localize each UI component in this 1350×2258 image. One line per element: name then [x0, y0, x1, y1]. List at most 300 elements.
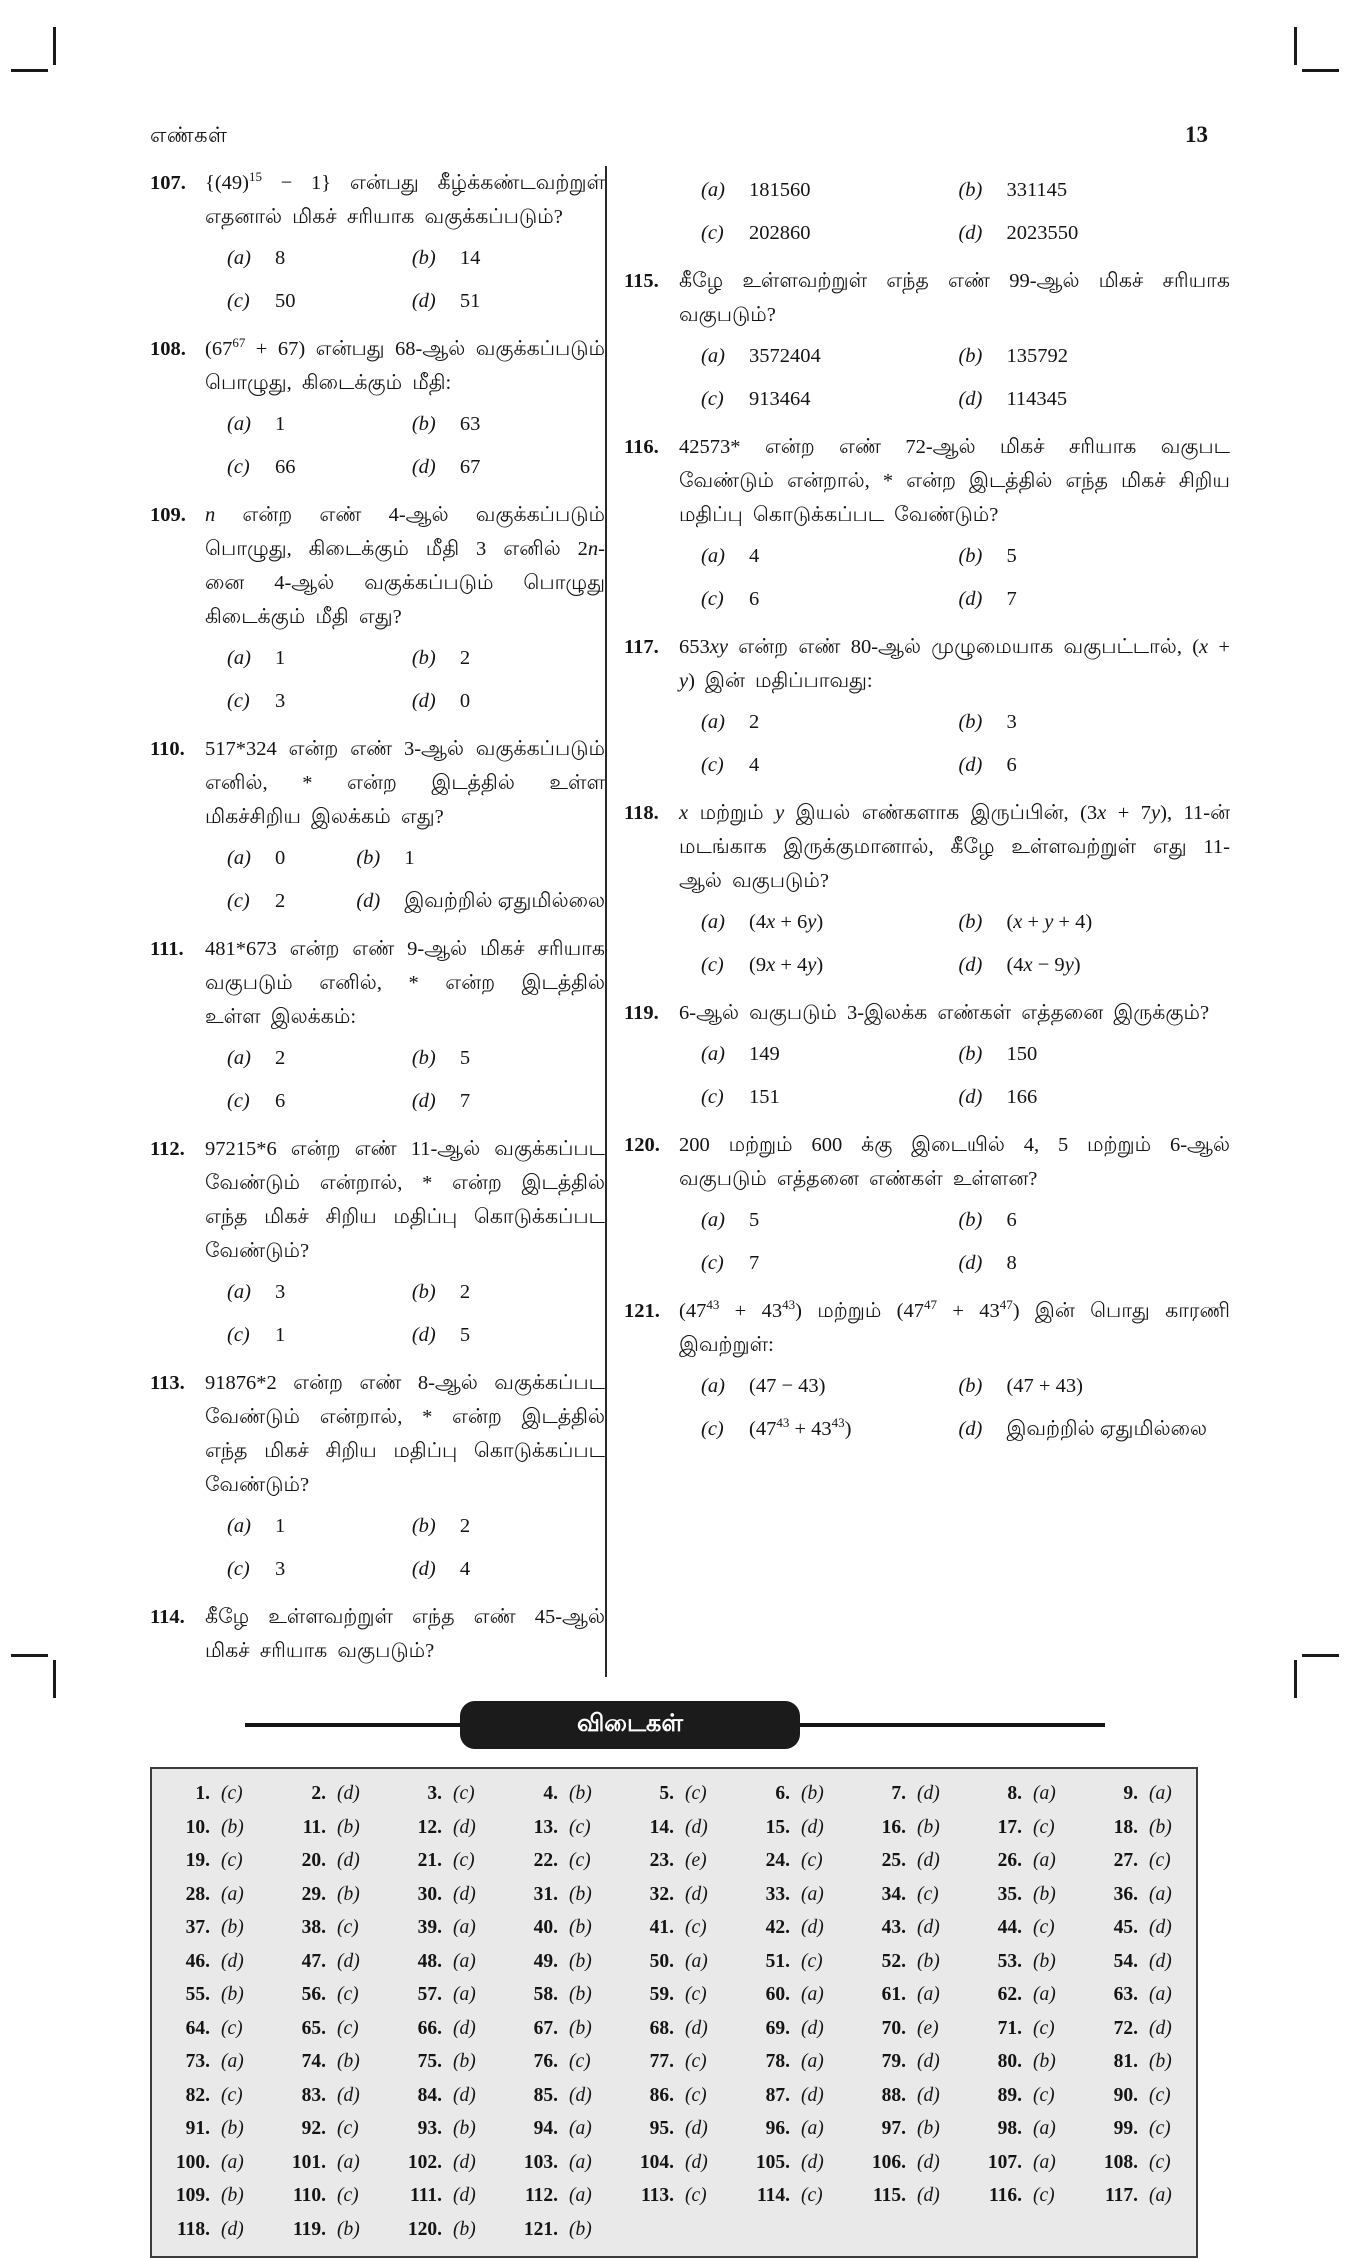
answer-key-entry [384, 1911, 500, 1945]
answer-key-entry [500, 2146, 616, 2180]
question-body [679, 1294, 1230, 1451]
answer-number: 72. [1113, 2017, 1138, 2039]
question-body [205, 166, 605, 323]
answer-value: (c) [569, 1816, 591, 1838]
answer-key-entry [848, 1844, 964, 1878]
answer-key-entry [152, 2112, 268, 2146]
option-text: 3 [275, 1281, 286, 1303]
answer-key-entry [616, 2079, 732, 2113]
answer-key-entry [848, 2146, 964, 2180]
answer-value: (a) [1033, 1783, 1056, 1804]
question-options [701, 335, 1230, 421]
answer-number: 65. [301, 2017, 326, 2039]
answer-number: 17. [997, 1816, 1022, 1838]
answer-key-entry [268, 2112, 384, 2146]
answer-value: (c) [685, 2084, 707, 2106]
answer-value: (b) [917, 1816, 940, 1838]
answer-key-entry [964, 2079, 1080, 2113]
answer-number: 94. [533, 2118, 558, 2139]
answer-number: 118. [176, 2218, 210, 2240]
answer-number: 64. [185, 2017, 210, 2039]
answer-key-entry [732, 2079, 848, 2113]
answer-key-entry [268, 2012, 384, 2046]
answer-value: (c) [337, 1984, 359, 2005]
option-letter: (a) [701, 545, 725, 567]
option-letter: (b) [356, 847, 381, 869]
option [701, 1408, 952, 1451]
answer-number: 66. [417, 2017, 442, 2039]
answer-number: 98. [997, 2118, 1022, 2139]
answer-key-entry [1080, 1811, 1196, 1845]
option-letter: (c) [227, 1090, 250, 1112]
answer-number: 7. [891, 1783, 906, 1804]
answer-key-entry [616, 1978, 732, 2012]
answer-value: (a) [569, 2118, 592, 2139]
question-text: 517*324 என்ற எண் 3-ஆல் வகுக்கப்படும் எனில், * என்ற இடத்தில் உள்ள மிகச்சிறிய இலக்கம் எது? [205, 738, 605, 828]
answer-number: 45. [1113, 1917, 1138, 1938]
option-letter: (a) [701, 1375, 725, 1397]
answer-key-entry [848, 1911, 964, 1945]
answer-key-entry [268, 1844, 384, 1878]
question-text: 6-ஆல் வகுபடும் 3-இலக்க எண்கள் எத்தனை இருக்கும்? [679, 1002, 1210, 1024]
question [150, 1366, 605, 1591]
question-options [701, 901, 1230, 987]
question-text: 97215*6 என்ற எண் 11-ஆல் வகுக்கப்பட வேண்டும் என்றால், * என்ற இடத்தில் எந்த மிகச் சிறிய மதிப்பு கொடுக்கப்பட வேண்டும்? [205, 1138, 605, 1262]
answer-number: 28. [185, 1883, 210, 1905]
option-letter: (d) [958, 388, 983, 410]
option-text: (47 + 43) [1006, 1375, 1083, 1397]
option-letter: (d) [958, 954, 983, 976]
answer-value: (c) [801, 1950, 823, 1972]
answer-number: 13. [533, 1816, 558, 1838]
option [227, 446, 406, 489]
answer-value: (d) [337, 1850, 360, 1871]
answer-key-entry [964, 1844, 1080, 1878]
answer-value: (d) [685, 2151, 708, 2173]
answers-banner-title: விடைகள் [460, 1701, 800, 1749]
answer-key-entry [616, 1878, 732, 1912]
answer-number: 50. [649, 1950, 674, 1972]
answer-value: (c) [1149, 2084, 1171, 2106]
answer-key-entry [268, 1878, 384, 1912]
answer-number: 67. [533, 2017, 558, 2039]
answer-number: 68. [649, 2017, 674, 2039]
option [701, 535, 952, 578]
answer-key-entry [500, 1811, 616, 1845]
answer-key-entry [268, 1978, 384, 2012]
answer-value: (a) [1033, 2151, 1056, 2173]
option [958, 212, 1230, 255]
answer-key-entry [964, 1878, 1080, 1912]
answer-value: (b) [569, 2017, 592, 2039]
option-text: 5 [459, 1324, 471, 1346]
answer-value: (d) [337, 2084, 360, 2106]
answer-value: (c) [801, 1850, 823, 1871]
option-letter: (c) [701, 1086, 724, 1108]
option-text: 114345 [1006, 388, 1068, 410]
answer-key-entry [152, 1878, 268, 1912]
option-text: 1 [275, 413, 286, 435]
option-text: 3 [275, 690, 286, 712]
answer-key-entry [1080, 2079, 1196, 2113]
question-text: கீழே உள்ளவற்றுள் எந்த எண் 45-ஆல் மிகச் சரியாக வகுபடும்? [205, 1606, 605, 1662]
question-number: 113. [150, 1372, 185, 1394]
question-text: $(67^{67} + 67)$ என்பது 68-ஆல் வகுக்கப்படும் பொழுது, கிடைக்கும் மீதி: [205, 335, 605, 394]
answer-value: (d) [453, 2151, 476, 2173]
answer-number: 74. [301, 2051, 326, 2072]
answer-key-entry [152, 2213, 268, 2247]
answer-value: (d) [1149, 1917, 1172, 1938]
answer-number: 89. [997, 2084, 1022, 2106]
option [412, 1037, 605, 1080]
option-letter: (a) [227, 1281, 251, 1303]
option [227, 237, 406, 280]
answer-number: 12. [417, 1816, 442, 1838]
answer-value: (c) [1149, 1850, 1171, 1871]
answer-key-entry [500, 2079, 616, 2113]
answer-number: 70. [881, 2017, 906, 2039]
question-text: $\{(49)^{15} - 1\}$ என்பது கீழ்க்கண்டவற்றுள் எதனால் மிகச் சரியாக வகுக்கப்படும்? [205, 169, 605, 228]
option [412, 1314, 605, 1357]
question-options [227, 837, 605, 923]
answer-number: 80. [997, 2051, 1022, 2072]
answer-value: (b) [1149, 1816, 1172, 1838]
question-options [227, 237, 605, 323]
answer-value: (d) [917, 2051, 940, 2072]
answer-key-entry [152, 2079, 268, 2113]
answer-number: 55. [185, 1984, 210, 2005]
answer-key-entry [384, 2045, 500, 2079]
option-text: 181560 [749, 179, 811, 201]
option [227, 1548, 406, 1591]
option-text: 5 [459, 1047, 471, 1069]
answer-key-entry [848, 2079, 964, 2113]
option-letter: (c) [227, 890, 250, 912]
answer-value: (c) [569, 2051, 591, 2072]
answer-number: 97. [881, 2118, 906, 2139]
option [958, 169, 1230, 212]
option-letter: (c) [701, 1252, 724, 1274]
option-text: 50 [275, 290, 296, 312]
option-letter: (b) [411, 647, 436, 669]
answer-number: 111. [410, 2185, 442, 2206]
question-body [205, 732, 605, 923]
question-number: 121. [624, 1300, 660, 1322]
answer-value: (c) [1033, 1816, 1055, 1838]
option-letter: (d) [411, 290, 436, 312]
answer-key-entry [384, 2112, 500, 2146]
answer-number: 5. [659, 1783, 674, 1804]
question [150, 498, 605, 723]
option-text: 166 [1006, 1086, 1038, 1108]
answer-key-entry [1080, 1945, 1196, 1979]
answer-key-entry [732, 2045, 848, 2079]
answer-key-entry [964, 1811, 1080, 1845]
option-text: 5 [1006, 545, 1017, 567]
answer-value: (b) [337, 1883, 360, 1905]
answer-number: 106. [871, 2151, 906, 2173]
answer-key-entry [1080, 2179, 1196, 2213]
answer-key-entry [500, 1777, 616, 1811]
answer-number: 115. [872, 2185, 906, 2206]
answer-number: 37. [185, 1917, 210, 1938]
answer-number: 35. [997, 1883, 1022, 1905]
answer-key-entry [268, 2146, 384, 2180]
question [624, 166, 1230, 255]
answer-key-entry [732, 2179, 848, 2213]
answer-value: (d) [801, 2084, 824, 2106]
answer-number: 82. [185, 2084, 210, 2106]
answer-number: 41. [649, 1917, 674, 1938]
option [958, 1365, 1230, 1408]
answer-value: (c) [685, 1984, 707, 2005]
answer-number: 61. [881, 1984, 906, 2005]
option [701, 1033, 952, 1076]
answer-number: 112. [524, 2185, 558, 2206]
question-text: கீழே உள்ளவற்றுள் எந்த எண் 99-ஆல் மிகச் சரியாக வகுபடும்? [679, 270, 1230, 326]
answer-value: (d) [453, 2084, 476, 2106]
answer-value: (d) [801, 1917, 824, 1938]
question [624, 264, 1230, 421]
answer-key-entry [268, 1911, 384, 1945]
option [412, 403, 605, 446]
answer-key-entry [268, 1777, 384, 1811]
option-text: 4 [749, 545, 760, 567]
option [227, 1314, 406, 1357]
option-letter: (a) [227, 847, 251, 869]
option-letter: (c) [701, 388, 724, 410]
answer-key-entry [848, 1945, 964, 1979]
answer-number: 3. [427, 1783, 442, 1804]
answer-number: 73. [185, 2051, 210, 2072]
option-text: 150 [1006, 1043, 1038, 1065]
option-text: இவற்றில் ஏதுமில்லை [1006, 1418, 1208, 1440]
answer-key-entry [500, 1978, 616, 2012]
option-text: 67 [459, 456, 481, 478]
answer-key-entry [964, 1978, 1080, 2012]
answer-key-entry [732, 1911, 848, 1945]
option [958, 378, 1230, 421]
answer-key-entry [384, 2146, 500, 2180]
question [624, 796, 1230, 987]
option-letter: (b) [958, 711, 983, 733]
answer-number: 29. [301, 1883, 326, 1905]
answer-key-entry [1080, 1911, 1196, 1945]
answer-value: (b) [917, 2118, 940, 2139]
answer-value: (a) [221, 1883, 244, 1905]
answer-value: (c) [1033, 2017, 1055, 2039]
answer-value: (a) [801, 1984, 824, 2005]
answer-value: (c) [337, 2017, 359, 2039]
answer-number: 62. [997, 1984, 1022, 2005]
option [958, 744, 1230, 787]
question-options [701, 1365, 1230, 1451]
answer-key-entry [384, 2213, 500, 2247]
option [412, 1080, 605, 1123]
answer-key-entry [964, 2045, 1080, 2079]
answer-number: 59. [649, 1984, 674, 2005]
answer-number: 79. [881, 2051, 906, 2072]
answer-value: (d) [801, 2017, 824, 2039]
answer-key-entry [732, 2146, 848, 2180]
answer-key-entry [384, 1978, 500, 2012]
answer-value: (d) [1149, 1950, 1172, 1972]
answer-number: 81. [1113, 2051, 1138, 2072]
answer-key-entry [152, 2012, 268, 2046]
answer-number: 110. [292, 2185, 326, 2206]
answer-value: (b) [221, 2118, 244, 2139]
option-letter: (d) [958, 588, 983, 610]
section-title: எண்கள் [150, 123, 228, 147]
option-letter: (c) [701, 754, 724, 776]
answer-value: (b) [337, 2051, 360, 2072]
option-text: 1 [275, 647, 286, 669]
answer-value: (d) [221, 2218, 244, 2240]
answer-key-entry [848, 1811, 964, 1845]
answer-key-entry [268, 2213, 384, 2247]
answer-key-entry [152, 1911, 268, 1945]
page-header [150, 122, 1230, 150]
option-text: 8 [275, 247, 286, 269]
answer-value: (d) [685, 1883, 708, 1905]
option-text: 3 [275, 1558, 286, 1580]
option-letter: (d) [411, 456, 436, 478]
question-options [701, 1199, 1230, 1285]
answer-number: 31. [533, 1883, 558, 1905]
answer-key-entry [152, 1844, 268, 1878]
option [701, 578, 952, 621]
crop-mark-bottom-right-vertical [1294, 1660, 1297, 1698]
option [701, 744, 952, 787]
answer-value: (a) [685, 1950, 708, 1972]
answers-banner [150, 1701, 1230, 1749]
answer-number: 53. [997, 1950, 1022, 1972]
answer-value: (b) [569, 1783, 592, 1804]
answer-value: (b) [569, 1984, 592, 2005]
question [150, 732, 605, 923]
answer-number: 47. [301, 1950, 326, 1972]
answer-number: 16. [881, 1816, 906, 1838]
question-number: 118. [624, 802, 659, 824]
option-text: 135792 [1006, 345, 1068, 367]
questions-column-right [605, 166, 1230, 1677]
option-text: 51 [459, 290, 481, 312]
answer-number: 23. [649, 1850, 674, 1871]
answer-number: 49. [533, 1950, 558, 1972]
option [412, 280, 605, 323]
option-letter: (a) [227, 413, 251, 435]
answer-value: (a) [1149, 1883, 1172, 1905]
question-number: 112. [150, 1138, 185, 1160]
answer-key-entry [964, 1777, 1080, 1811]
answer-key-entry [384, 1878, 500, 1912]
answer-value: (d) [917, 2151, 940, 2173]
option [701, 1076, 952, 1119]
answer-value: (c) [221, 2084, 243, 2106]
answer-value: (a) [337, 2151, 360, 2173]
answer-number: 32. [649, 1883, 674, 1905]
question-number: 116. [624, 436, 659, 458]
answer-key-entry [1080, 1844, 1196, 1878]
answer-number: 120. [407, 2218, 442, 2240]
option-letter: (b) [958, 1209, 983, 1231]
question-body [679, 264, 1230, 421]
option-text: 913464 [749, 388, 811, 410]
option [227, 1505, 406, 1548]
answer-key-table [150, 1767, 1198, 2258]
answer-value: (d) [917, 2185, 940, 2206]
answer-value: (c) [917, 1883, 939, 1905]
answer-number: 46. [185, 1950, 210, 1972]
option-letter: (a) [701, 1209, 725, 1231]
answer-key-entry [500, 1878, 616, 1912]
answer-value: (d) [569, 2084, 592, 2106]
answer-value: (d) [801, 2151, 824, 2173]
answer-key-entry [616, 2179, 732, 2213]
question-number: 111. [150, 938, 184, 960]
option [227, 1271, 406, 1314]
answer-value: (d) [917, 1850, 940, 1871]
option-letter: (c) [227, 456, 250, 478]
option-letter: (d) [411, 690, 436, 712]
answer-number: 69. [765, 2017, 790, 2039]
question [624, 630, 1230, 787]
answer-value: (b) [1033, 1883, 1056, 1905]
crop-mark-top-left-horizontal [11, 69, 48, 72]
option [412, 680, 605, 723]
option [701, 169, 952, 212]
option [227, 1037, 406, 1080]
answer-number: 119. [292, 2218, 326, 2240]
question-options [227, 1271, 605, 1357]
question [150, 332, 605, 489]
option-text: 6 [1006, 754, 1017, 776]
answer-key-entry [500, 2179, 616, 2213]
question-body [679, 166, 1230, 255]
answer-number: 38. [301, 1917, 326, 1938]
answer-key-entry [964, 2179, 1080, 2213]
answer-number: 76. [533, 2051, 558, 2072]
answer-value: (d) [685, 2017, 708, 2039]
option [227, 403, 406, 446]
answer-key-entry [616, 2012, 732, 2046]
option-letter: (a) [701, 179, 725, 201]
answer-value: (e) [917, 2017, 939, 2039]
answer-value: (a) [1149, 1783, 1172, 1804]
answer-number: 40. [533, 1917, 558, 1938]
answer-key-entry [268, 2179, 384, 2213]
question-text: 481*673 என்ற எண் 9-ஆல் மிகச் சரியாக வகுபடும் எனில், * என்ற இடத்தில் உள்ள இலக்கம்: [205, 938, 605, 1028]
answer-key-entry [848, 2112, 964, 2146]
option-letter: (b) [411, 413, 436, 435]
answer-key-entry [732, 2112, 848, 2146]
answer-value: (d) [917, 1783, 940, 1804]
answer-key-grid [152, 1777, 1196, 2246]
answer-value: (c) [801, 2185, 823, 2206]
question-options [227, 403, 605, 489]
option [958, 1408, 1230, 1451]
option [227, 1080, 406, 1123]
answer-key-entry [848, 1777, 964, 1811]
answer-value: (c) [221, 1850, 243, 1871]
option-text: 1 [275, 1324, 286, 1346]
answer-number: 88. [881, 2084, 906, 2106]
answer-number: 92. [301, 2118, 326, 2139]
answer-key-entry [616, 1777, 732, 1811]
option-letter: (b) [958, 1375, 983, 1397]
answer-value: (b) [221, 2185, 244, 2206]
option-letter: (b) [958, 911, 983, 933]
